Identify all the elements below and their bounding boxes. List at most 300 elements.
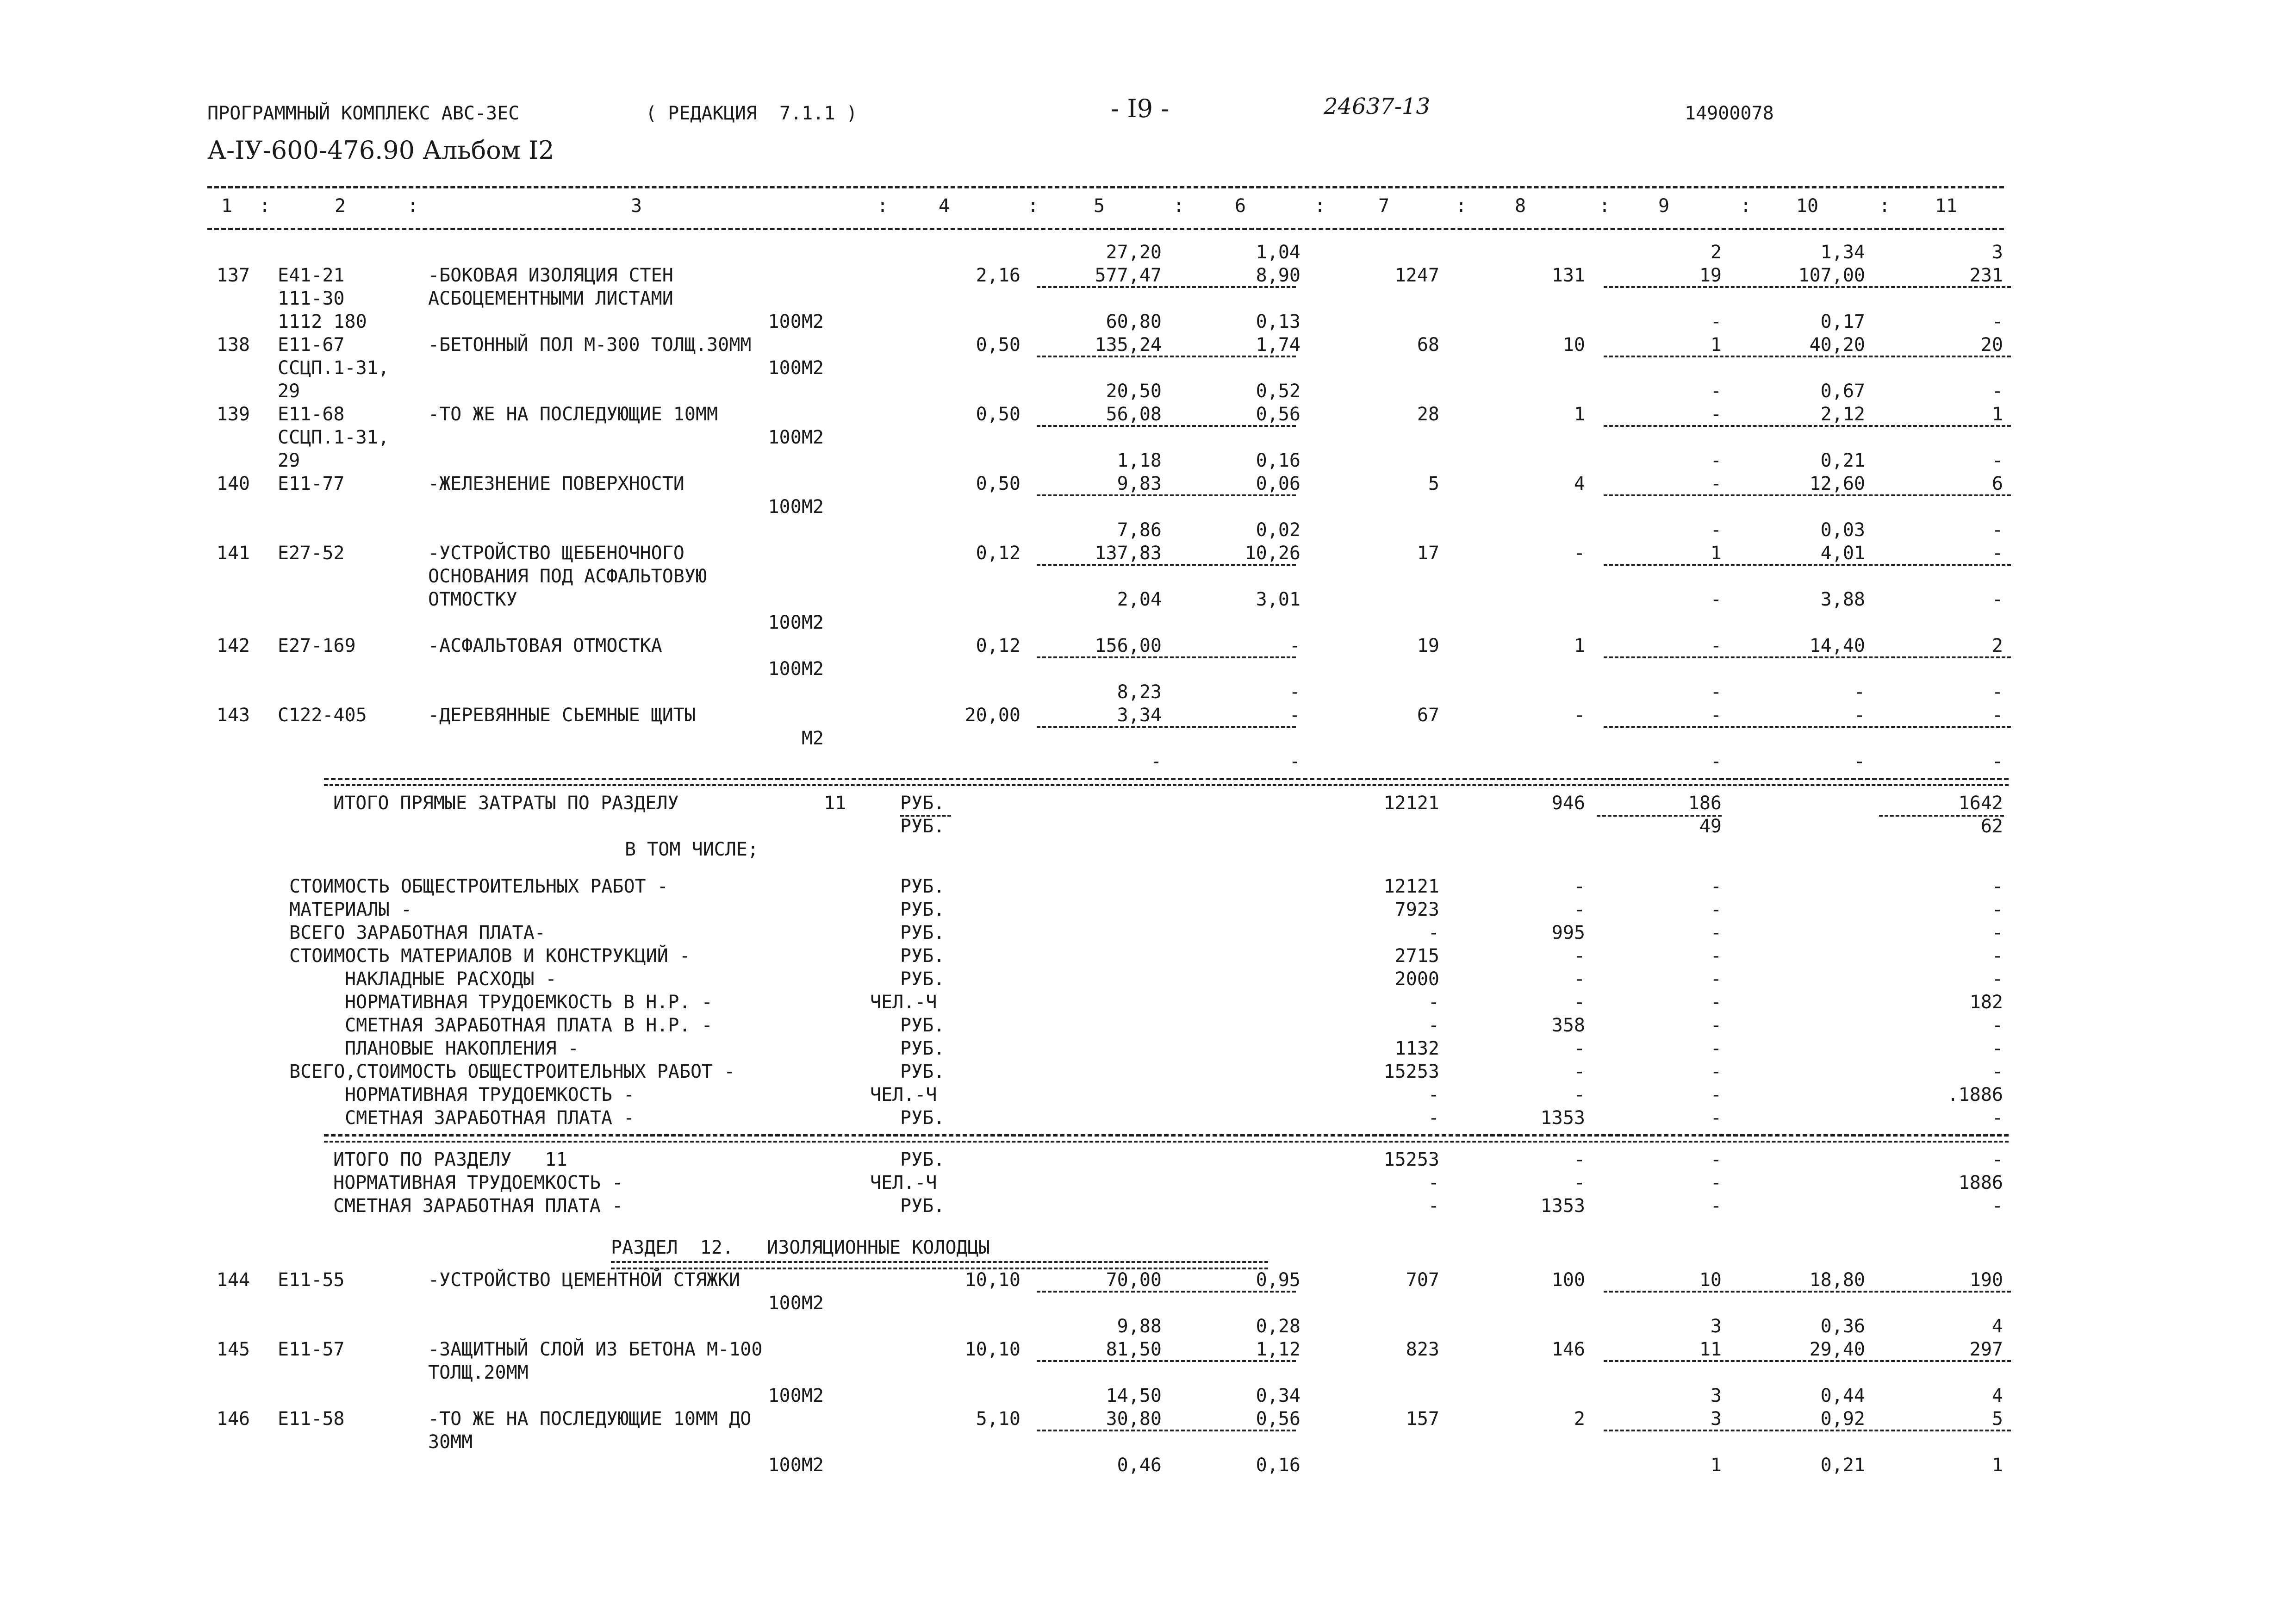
section-total-c11: 1886 bbox=[1958, 1172, 2003, 1193]
cell-c7: 157 bbox=[1406, 1408, 1439, 1430]
cell-c11: - bbox=[1991, 311, 2003, 332]
row-rule-5-6 bbox=[1037, 356, 1296, 357]
breakdown-c8: - bbox=[1574, 876, 1585, 897]
cell-c6: 0,56 bbox=[1256, 1408, 1300, 1430]
breakdown-c8: 1353 bbox=[1540, 1107, 1585, 1129]
cell-c8: - bbox=[1574, 543, 1585, 564]
handwritten-number: 24637-13 bbox=[1324, 94, 1430, 119]
breakdown-c7: - bbox=[1428, 922, 1439, 943]
cell-c10: 29,40 bbox=[1809, 1339, 1865, 1360]
item-description: -ЗАЩИТНЫЙ СЛОЙ ИЗ БЕТОНА М-100 bbox=[428, 1339, 763, 1360]
row-rule-5-6 bbox=[1037, 1291, 1296, 1293]
cell-c11: 1 bbox=[1991, 404, 2003, 425]
breakdown-c8: 358 bbox=[1551, 1015, 1585, 1036]
item-code: Е11-55 bbox=[278, 1269, 345, 1291]
breakdown-c9: - bbox=[1710, 899, 1722, 920]
column-number: 3 bbox=[630, 195, 642, 217]
cell-c5: 30,80 bbox=[1106, 1408, 1162, 1430]
column-number: 10 bbox=[1796, 195, 1819, 217]
cell-c9: 3 bbox=[1710, 1316, 1722, 1337]
column-separator: : bbox=[407, 195, 419, 217]
item-description: ОТМОСТКУ bbox=[428, 589, 517, 610]
item-unit: 100М2 bbox=[768, 1293, 824, 1314]
cell-c8: 1 bbox=[1574, 635, 1585, 656]
breakdown-c8: - bbox=[1574, 1084, 1585, 1106]
item-description: ТОЛЩ.20ММ bbox=[428, 1362, 529, 1383]
cell-c11: 4 bbox=[1991, 1385, 2003, 1406]
cell-c8: 131 bbox=[1551, 265, 1585, 286]
row-rule-9-11 bbox=[1604, 425, 2011, 427]
cell-c6: 0,28 bbox=[1256, 1316, 1300, 1337]
totals-unit: РУБ. bbox=[900, 793, 945, 814]
column-separator: : bbox=[1599, 195, 1611, 217]
row-rule-5-6 bbox=[1037, 1360, 1296, 1362]
cell-c11: 4 bbox=[1991, 1316, 2003, 1337]
section-total-c8: 1353 bbox=[1540, 1195, 1585, 1217]
cell-c11: - bbox=[1991, 519, 2003, 541]
breakdown-c9: - bbox=[1710, 1061, 1722, 1082]
cell-c10: 0,17 bbox=[1820, 311, 1865, 332]
item-description: ОСНОВАНИЯ ПОД АСФАЛЬТОВУЮ bbox=[428, 566, 707, 587]
section-total-label: ИТОГО ПО РАЗДЕЛУ 11 bbox=[333, 1149, 567, 1170]
cell-c10: - bbox=[1854, 751, 1865, 772]
breakdown-c11: - bbox=[1991, 1038, 2003, 1059]
breakdown-c8: 995 bbox=[1551, 922, 1585, 943]
cell-c5: 56,08 bbox=[1106, 404, 1162, 425]
section-12-title: РАЗДЕЛ 12. ИЗОЛЯЦИОННЫЕ КОЛОДЦЫ bbox=[611, 1237, 990, 1258]
column-number: 5 bbox=[1093, 195, 1105, 217]
cell-c9: - bbox=[1710, 589, 1722, 610]
cell-c11: - bbox=[1991, 589, 2003, 610]
cell-c10: 0,03 bbox=[1820, 519, 1865, 541]
cell-c10: 3,88 bbox=[1820, 589, 1865, 610]
item-description: -БЕТОННЫЙ ПОЛ М-300 ТОЛЩ.30ММ bbox=[428, 334, 752, 356]
rule-section-total-2 bbox=[324, 1141, 2009, 1143]
breakdown-unit: РУБ. bbox=[900, 899, 945, 920]
row-rule-5-6 bbox=[1037, 425, 1296, 427]
cell-c6: 10,26 bbox=[1244, 543, 1300, 564]
breakdown-label: СТОИМОСТЬ МАТЕРИАЛОВ И КОНСТРУКЦИЙ - bbox=[289, 945, 691, 967]
cell-c10: 2,12 bbox=[1820, 404, 1865, 425]
rule-header-bottom bbox=[207, 228, 2004, 230]
breakdown-label: МАТЕРИАЛЫ - bbox=[289, 899, 412, 920]
breakdown-c11: 182 bbox=[1969, 992, 2003, 1013]
cell-qty: 5,10 bbox=[976, 1408, 1020, 1430]
breakdown-c9: - bbox=[1710, 1015, 1722, 1036]
item-description: 30ММ bbox=[428, 1431, 473, 1453]
item-description: -БОКОВАЯ ИЗОЛЯЦИЯ СТЕН bbox=[428, 265, 673, 286]
cell-qty: 20,00 bbox=[964, 705, 1020, 726]
row-rule-5-6 bbox=[1037, 494, 1296, 496]
breakdown-c7: 1132 bbox=[1394, 1038, 1439, 1059]
item-description: -ЖЕЛЕЗНЕНИЕ ПОВЕРХНОСТИ bbox=[428, 473, 684, 494]
column-number: 11 bbox=[1935, 195, 1958, 217]
document-code: 14900078 bbox=[1685, 103, 1774, 124]
item-number: 143 bbox=[216, 705, 250, 726]
breakdown-c7: 2715 bbox=[1394, 945, 1439, 967]
cell-c9: 3 bbox=[1710, 1385, 1722, 1406]
breakdown-c7: 15253 bbox=[1383, 1061, 1439, 1082]
item-code: 29 bbox=[278, 381, 300, 402]
breakdown-label: НОРМАТИВНАЯ ТРУДОЕМКОСТЬ В Н.Р. - bbox=[345, 992, 713, 1013]
breakdown-c9: - bbox=[1710, 945, 1722, 967]
item-code: ССЦП.1-31, bbox=[278, 427, 389, 448]
cell-c5: 9,88 bbox=[1117, 1316, 1162, 1337]
item-description: -ТО ЖЕ НА ПОСЛЕДУЮЩИЕ 10ММ bbox=[428, 404, 718, 425]
item-code: Е11-68 bbox=[278, 404, 345, 425]
cell-c11: 3 bbox=[1991, 242, 2003, 263]
breakdown-c11: - bbox=[1991, 968, 2003, 990]
item-number: 141 bbox=[216, 543, 250, 564]
item-unit: М2 bbox=[801, 728, 824, 749]
row-rule-5-6 bbox=[1037, 286, 1296, 288]
item-number: 142 bbox=[216, 635, 250, 656]
cell-c10: 14,40 bbox=[1809, 635, 1865, 656]
cell-c6: 1,74 bbox=[1256, 334, 1300, 356]
section-total-c9: - bbox=[1710, 1195, 1722, 1217]
row-rule-9-11 bbox=[1604, 1430, 2011, 1431]
breakdown-c11: - bbox=[1991, 922, 2003, 943]
cell-c9: - bbox=[1710, 681, 1722, 703]
breakdown-c11: - bbox=[1991, 1061, 2003, 1082]
cell-qty: 2,16 bbox=[976, 265, 1020, 286]
cell-c10: 107,00 bbox=[1798, 265, 1865, 286]
item-code: Е11-58 bbox=[278, 1408, 345, 1430]
cell-c8: 1 bbox=[1574, 404, 1585, 425]
cell-c10: 0,67 bbox=[1820, 381, 1865, 402]
cell-c7: 707 bbox=[1406, 1269, 1439, 1291]
cell-c6: 1,04 bbox=[1256, 242, 1300, 263]
cell-c6: 3,01 bbox=[1256, 589, 1300, 610]
cell-c7: 68 bbox=[1417, 334, 1439, 356]
breakdown-unit: РУБ. bbox=[900, 945, 945, 967]
cell-c9: - bbox=[1710, 311, 1722, 332]
cell-c5: 577,47 bbox=[1095, 265, 1162, 286]
cell-c9: - bbox=[1710, 404, 1722, 425]
item-code: 29 bbox=[278, 450, 300, 471]
column-separator: : bbox=[259, 195, 271, 217]
column-number: 6 bbox=[1234, 195, 1246, 217]
item-code: 1112 180 bbox=[278, 311, 367, 332]
breakdown-c8: - bbox=[1574, 945, 1585, 967]
breakdown-label: СМЕТНАЯ ЗАРАБОТНАЯ ПЛАТА В Н.Р. - bbox=[345, 1015, 713, 1036]
cell-c5: 3,34 bbox=[1117, 705, 1162, 726]
cell-qty: 10,10 bbox=[964, 1269, 1020, 1291]
breakdown-label: НОРМАТИВНАЯ ТРУДОЕМКОСТЬ - bbox=[345, 1084, 635, 1106]
edition-label: ( РЕДАКЦИЯ 7.1.1 ) bbox=[646, 103, 858, 124]
breakdown-unit: РУБ. bbox=[900, 1107, 945, 1129]
breakdown-c11: - bbox=[1991, 945, 2003, 967]
cell-qty: 0,12 bbox=[976, 543, 1020, 564]
cell-c10: 1,34 bbox=[1820, 242, 1865, 263]
row-rule-9-11 bbox=[1604, 494, 2011, 496]
item-unit: 100М2 bbox=[768, 311, 824, 332]
breakdown-c7: - bbox=[1428, 1015, 1439, 1036]
section-total-unit: РУБ. bbox=[900, 1195, 945, 1217]
breakdown-label: СТОИМОСТЬ ОБЩЕСТРОИТЕЛЬНЫХ РАБОТ - bbox=[289, 876, 668, 897]
cell-c5: 156,00 bbox=[1095, 635, 1162, 656]
section-total-unit: РУБ. bbox=[900, 1149, 945, 1170]
item-number: 138 bbox=[216, 334, 250, 356]
totals-c9: 186 bbox=[1688, 793, 1722, 814]
cell-c5: - bbox=[1150, 751, 1162, 772]
item-code: 111-30 bbox=[278, 288, 345, 309]
cell-c9: - bbox=[1710, 519, 1722, 541]
breakdown-c9: - bbox=[1710, 1084, 1722, 1106]
item-unit: 100М2 bbox=[768, 496, 824, 518]
item-code: ССЦП.1-31, bbox=[278, 357, 389, 379]
item-description: -ДЕРЕВЯННЫЕ СЬЕМНЫЕ ЩИТЫ bbox=[428, 705, 696, 726]
cell-c8: 100 bbox=[1551, 1269, 1585, 1291]
cell-c7: 1247 bbox=[1394, 265, 1439, 286]
breakdown-unit: РУБ. bbox=[900, 1038, 945, 1059]
cell-c10: 0,36 bbox=[1820, 1316, 1865, 1337]
cell-c7: 5 bbox=[1428, 473, 1439, 494]
cell-c9: - bbox=[1710, 381, 1722, 402]
column-number: 4 bbox=[938, 195, 950, 217]
section-total-c9: - bbox=[1710, 1149, 1722, 1170]
section-total-c9: - bbox=[1710, 1172, 1722, 1193]
item-unit: 100М2 bbox=[768, 357, 824, 379]
item-description: АСБОЦЕМЕНТНЫМИ ЛИСТАМИ bbox=[428, 288, 673, 309]
column-separator: : bbox=[1740, 195, 1752, 217]
item-description: -УСТРОЙСТВО ЦЕМЕНТНОЙ СТЯЖКИ bbox=[428, 1269, 740, 1291]
row-rule-9-11 bbox=[1604, 656, 2011, 658]
item-code: Е27-169 bbox=[278, 635, 356, 656]
breakdown-label: ВСЕГО ЗАРАБОТНАЯ ПЛАТА- bbox=[289, 922, 546, 943]
cell-c11: - bbox=[1991, 543, 2003, 564]
column-separator: : bbox=[1173, 195, 1185, 217]
cell-c5: 8,23 bbox=[1117, 681, 1162, 703]
column-number: 1 bbox=[221, 195, 233, 217]
totals-c11: 1642 bbox=[1958, 793, 2003, 814]
breakdown-unit: РУБ. bbox=[900, 876, 945, 897]
cell-c5: 70,00 bbox=[1106, 1269, 1162, 1291]
item-number: 144 bbox=[216, 1269, 250, 1291]
totals-c8: 946 bbox=[1551, 793, 1585, 814]
cell-c6: 0,06 bbox=[1256, 473, 1300, 494]
item-number: 145 bbox=[216, 1339, 250, 1360]
cell-c10: 0,44 bbox=[1820, 1385, 1865, 1406]
cell-c8: 10 bbox=[1562, 334, 1585, 356]
totals-direct-label: ИТОГО ПРЯМЫЕ ЗАТРАТЫ ПО РАЗДЕЛУ bbox=[333, 793, 679, 814]
cell-c7: 823 bbox=[1406, 1339, 1439, 1360]
cell-c7: 67 bbox=[1417, 705, 1439, 726]
cell-c5: 137,83 bbox=[1095, 543, 1162, 564]
item-code: Е11-67 bbox=[278, 334, 345, 356]
cell-c6: - bbox=[1289, 635, 1300, 656]
row-rule-5-6 bbox=[1037, 726, 1296, 728]
breakdown-c9: - bbox=[1710, 968, 1722, 990]
item-unit: 100М2 bbox=[768, 658, 824, 680]
cell-c5: 2,04 bbox=[1117, 589, 1162, 610]
cell-c5: 135,24 bbox=[1095, 334, 1162, 356]
breakdown-c7: - bbox=[1428, 1084, 1439, 1106]
breakdown-c11: .1886 bbox=[1947, 1084, 2003, 1106]
breakdown-label: СМЕТНАЯ ЗАРАБОТНАЯ ПЛАТА - bbox=[345, 1107, 635, 1129]
cell-c10: 0,21 bbox=[1820, 1455, 1865, 1476]
breakdown-unit: РУБ. bbox=[900, 922, 945, 943]
breakdown-unit: РУБ. bbox=[900, 968, 945, 990]
including-label: В ТОМ ЧИСЛЕ; bbox=[625, 839, 759, 860]
cell-c11: - bbox=[1991, 381, 2003, 402]
cell-c6: 1,12 bbox=[1256, 1339, 1300, 1360]
album-title: А-IУ-600-476.90 Альбом I2 bbox=[207, 136, 554, 165]
breakdown-c11: - bbox=[1991, 1107, 2003, 1129]
cell-c11: - bbox=[1991, 705, 2003, 726]
column-separator: : bbox=[1879, 195, 1891, 217]
rule-totals-top bbox=[324, 778, 2009, 780]
cell-c11: 5 bbox=[1991, 1408, 2003, 1430]
cell-c7: 19 bbox=[1417, 635, 1439, 656]
cell-qty: 0,50 bbox=[976, 473, 1020, 494]
section-total-c8: - bbox=[1574, 1149, 1585, 1170]
breakdown-unit: РУБ. bbox=[900, 1061, 945, 1082]
cell-c10: - bbox=[1854, 681, 1865, 703]
cell-c9: 10 bbox=[1699, 1269, 1722, 1291]
item-unit: 100М2 bbox=[768, 612, 824, 633]
item-code: Е11-77 bbox=[278, 473, 345, 494]
cell-c6: 0,34 bbox=[1256, 1385, 1300, 1406]
breakdown-c8: - bbox=[1574, 1038, 1585, 1059]
breakdown-c7: 12121 bbox=[1383, 876, 1439, 897]
cell-c11: 190 bbox=[1969, 1269, 2003, 1291]
cell-c9: - bbox=[1710, 473, 1722, 494]
cell-c6: - bbox=[1289, 751, 1300, 772]
cell-c5: 9,83 bbox=[1117, 473, 1162, 494]
cell-c5: 60,80 bbox=[1106, 311, 1162, 332]
cell-c8: - bbox=[1574, 705, 1585, 726]
item-unit: 100М2 bbox=[768, 427, 824, 448]
totals-unit-2: РУБ. bbox=[900, 816, 945, 837]
section-total-label: СМЕТНАЯ ЗАРАБОТНАЯ ПЛАТА - bbox=[333, 1195, 623, 1217]
breakdown-c9: - bbox=[1710, 1107, 1722, 1129]
column-separator: : bbox=[1314, 195, 1326, 217]
cell-c10: - bbox=[1854, 705, 1865, 726]
item-code: Е11-57 bbox=[278, 1339, 345, 1360]
cell-c9: 3 bbox=[1710, 1408, 1722, 1430]
cell-c5: 0,46 bbox=[1117, 1455, 1162, 1476]
cell-c5: 81,50 bbox=[1106, 1339, 1162, 1360]
section-total-label: НОРМАТИВНАЯ ТРУДОЕМКОСТЬ - bbox=[333, 1172, 623, 1193]
rule-top bbox=[207, 186, 2004, 188]
cell-c11: - bbox=[1991, 681, 2003, 703]
item-description: -УСТРОЙСТВО ЩЕБЕНОЧНОГО bbox=[428, 543, 684, 564]
totals-c9b: 49 bbox=[1699, 816, 1722, 837]
row-rule-9-11 bbox=[1604, 286, 2011, 288]
cell-c11: 6 bbox=[1991, 473, 2003, 494]
section-total-c7: - bbox=[1428, 1195, 1439, 1217]
cell-c11: 20 bbox=[1980, 334, 2003, 356]
breakdown-unit: РУБ. bbox=[900, 1015, 945, 1036]
breakdown-unit: ЧЕЛ.-Ч bbox=[870, 992, 937, 1013]
breakdown-c9: - bbox=[1710, 876, 1722, 897]
cell-c5: 1,18 bbox=[1117, 450, 1162, 471]
row-rule-9-11 bbox=[1604, 1291, 2011, 1293]
rule-totals-top-2 bbox=[324, 784, 2009, 786]
section-total-c11: - bbox=[1991, 1195, 2003, 1217]
item-number: 146 bbox=[216, 1408, 250, 1430]
item-code: С122-405 bbox=[278, 705, 367, 726]
cell-c9: 11 bbox=[1699, 1339, 1722, 1360]
breakdown-c8: - bbox=[1574, 968, 1585, 990]
row-rule-9-11 bbox=[1604, 1360, 2011, 1362]
breakdown-label: ПЛАНОВЫЕ НАКОПЛЕНИЯ - bbox=[345, 1038, 579, 1059]
column-separator: : bbox=[1027, 195, 1039, 217]
cell-c7: 17 bbox=[1417, 543, 1439, 564]
cell-c9: 1 bbox=[1710, 334, 1722, 356]
item-number: 139 bbox=[216, 404, 250, 425]
cell-c6: - bbox=[1289, 705, 1300, 726]
cell-c9: - bbox=[1710, 450, 1722, 471]
cell-c9: 1 bbox=[1710, 543, 1722, 564]
item-code: Е41-21 bbox=[278, 265, 345, 286]
totals-section-number: 11 bbox=[824, 793, 846, 814]
section-total-c11: - bbox=[1991, 1149, 2003, 1170]
item-description: -АСФАЛЬТОВАЯ ОТМОСТКА bbox=[428, 635, 662, 656]
breakdown-label: НАКЛАДНЫЕ РАСХОДЫ - bbox=[345, 968, 557, 990]
cell-c9: - bbox=[1710, 635, 1722, 656]
breakdown-c9: - bbox=[1710, 922, 1722, 943]
cell-c10: 0,21 bbox=[1820, 450, 1865, 471]
breakdown-label: ВСЕГО,СТОИМОСТЬ ОБЩЕСТРОИТЕЛЬНЫХ РАБОТ - bbox=[289, 1061, 735, 1082]
section-total-c8: - bbox=[1574, 1172, 1585, 1193]
cell-c11: 231 bbox=[1969, 265, 2003, 286]
breakdown-c11: - bbox=[1991, 876, 2003, 897]
program-title: ПРОГРАММНЫЙ КОМПЛЕКС АВС-3ЕС bbox=[207, 103, 520, 124]
cell-c10: 40,20 bbox=[1809, 334, 1865, 356]
item-description: -ТО ЖЕ НА ПОСЛЕДУЮЩИЕ 10ММ ДО bbox=[428, 1408, 752, 1430]
breakdown-c8: - bbox=[1574, 992, 1585, 1013]
cell-c6: 0,16 bbox=[1256, 450, 1300, 471]
item-unit: 100М2 bbox=[768, 1455, 824, 1476]
cell-c11: 1 bbox=[1991, 1455, 2003, 1476]
cell-c6: 0,52 bbox=[1256, 381, 1300, 402]
cell-c6: 0,13 bbox=[1256, 311, 1300, 332]
breakdown-c11: - bbox=[1991, 899, 2003, 920]
breakdown-c8: - bbox=[1574, 1061, 1585, 1082]
section-total-unit: ЧЕЛ.-Ч bbox=[870, 1172, 937, 1193]
cell-c10: 18,80 bbox=[1809, 1269, 1865, 1291]
cell-qty: 0,50 bbox=[976, 334, 1020, 356]
cell-c10: 12,60 bbox=[1809, 473, 1865, 494]
cell-c6: 8,90 bbox=[1256, 265, 1300, 286]
column-number: 8 bbox=[1514, 195, 1526, 217]
section-total-c7: - bbox=[1428, 1172, 1439, 1193]
cell-c11: 2 bbox=[1991, 635, 2003, 656]
cell-c11: 297 bbox=[1969, 1339, 2003, 1360]
column-number: 9 bbox=[1658, 195, 1670, 217]
item-number: 137 bbox=[216, 265, 250, 286]
column-number: 2 bbox=[334, 195, 346, 217]
breakdown-c8: - bbox=[1574, 899, 1585, 920]
column-number: 7 bbox=[1378, 195, 1390, 217]
cell-c6: 0,16 bbox=[1256, 1455, 1300, 1476]
breakdown-unit: ЧЕЛ.-Ч bbox=[870, 1084, 937, 1106]
cell-c10: 4,01 bbox=[1820, 543, 1865, 564]
cell-c11: - bbox=[1991, 751, 2003, 772]
cell-c8: 2 bbox=[1574, 1408, 1585, 1430]
cell-c6: 0,95 bbox=[1256, 1269, 1300, 1291]
cell-c5: 7,86 bbox=[1117, 519, 1162, 541]
cell-c11: - bbox=[1991, 450, 2003, 471]
breakdown-c9: - bbox=[1710, 1038, 1722, 1059]
cell-qty: 10,10 bbox=[964, 1339, 1020, 1360]
cell-c5: 20,50 bbox=[1106, 381, 1162, 402]
breakdown-c9: - bbox=[1710, 992, 1722, 1013]
totals-c7: 12121 bbox=[1383, 793, 1439, 814]
cell-c10: 0,92 bbox=[1820, 1408, 1865, 1430]
